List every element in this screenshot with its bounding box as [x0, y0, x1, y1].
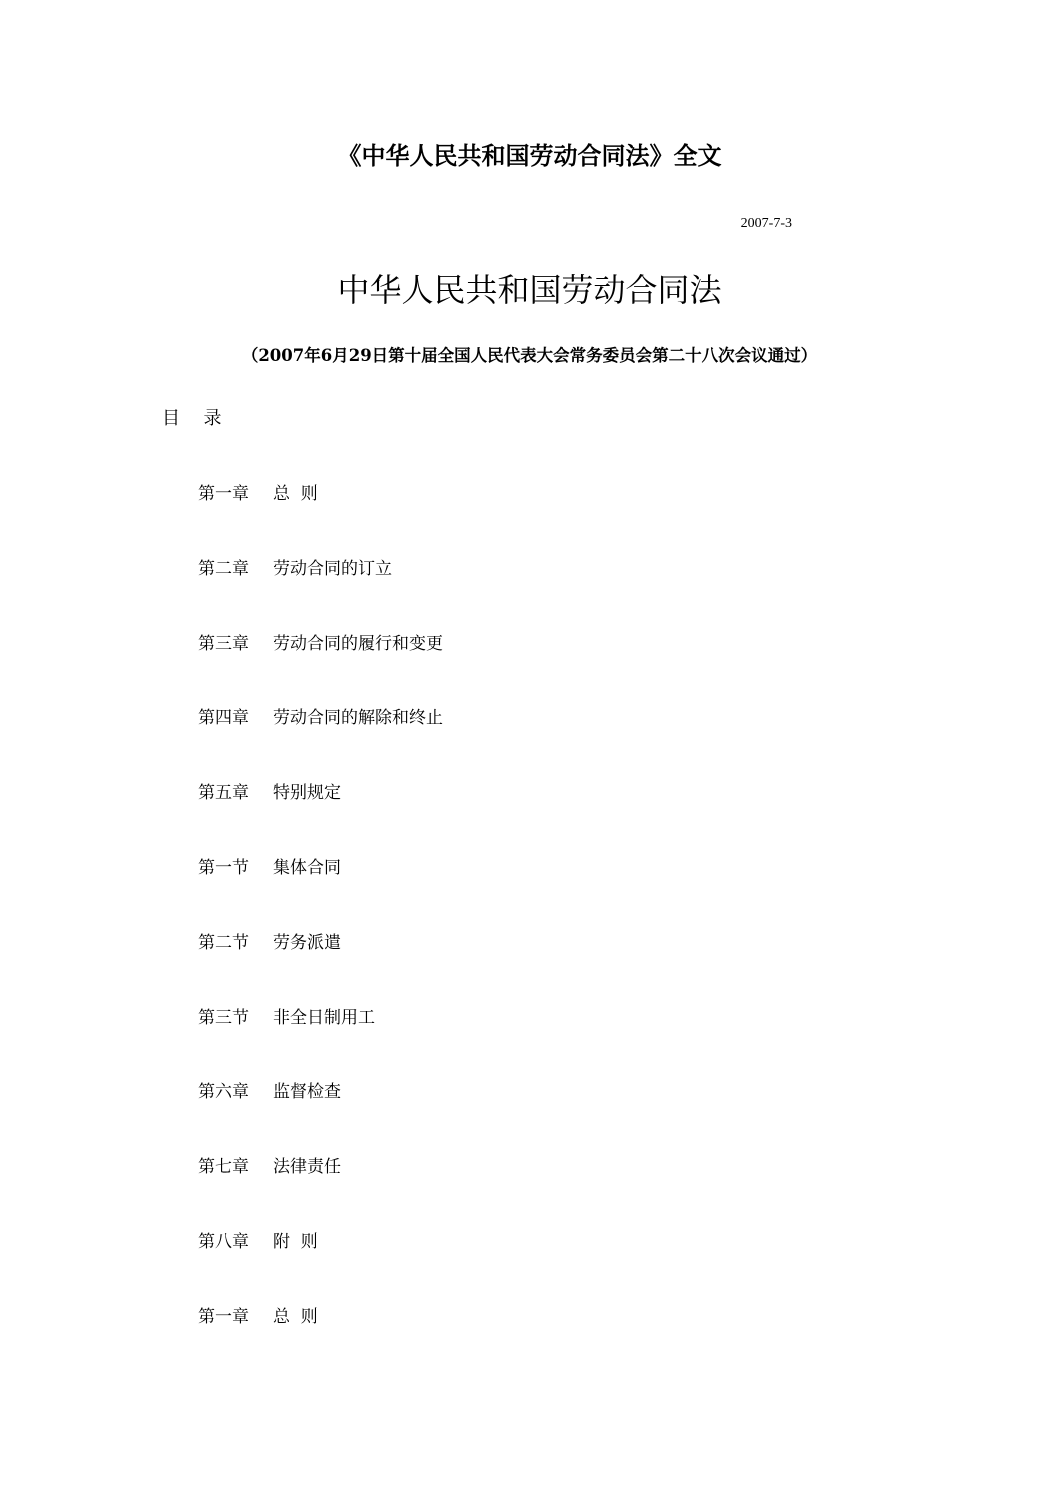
document-title: 《中华人民共和国劳动合同法》全文	[337, 141, 722, 170]
toc-item	[198, 1079, 443, 1154]
toc-item-number: 第二章	[198, 558, 249, 579]
toc-item-title: 特别规定	[273, 783, 341, 804]
toc-item	[198, 481, 443, 556]
adoption-note: （2007年6月29日第十届全国人民代表大会常务委员会第二十八次会议通过）	[241, 346, 818, 365]
toc-item-title: 劳动合同的解除和终止	[273, 708, 443, 729]
toc-item-title: 集体合同	[273, 857, 341, 878]
toc-item	[198, 1229, 443, 1304]
toc-item-title: 劳务派遣	[273, 932, 341, 953]
toc-item	[198, 556, 443, 631]
toc-item	[198, 1304, 443, 1379]
toc-heading: 目 录	[162, 408, 226, 429]
toc-item-number: 第三节	[198, 1007, 249, 1028]
toc-item-number: 第一章	[198, 484, 249, 504]
publish-date: 2007-7-3	[740, 216, 792, 231]
toc-item	[198, 855, 443, 930]
toc-item-number: 第二节	[198, 932, 249, 953]
toc-item-title: 监督检查	[273, 1082, 341, 1103]
toc-item	[198, 1005, 443, 1080]
toc-item	[198, 1154, 443, 1229]
toc-item-number: 第四章	[198, 708, 249, 729]
law-title: 中华人民共和国劳动合同法	[337, 271, 722, 309]
toc-item-title: 附 则	[273, 1231, 318, 1252]
toc-item-title: 总 则	[273, 1306, 318, 1327]
toc-item-title: 法律责任	[273, 1157, 341, 1178]
toc-item-title: 非全日制用工	[273, 1007, 375, 1028]
toc-item	[198, 631, 443, 706]
toc-item-number: 第一节	[198, 857, 249, 878]
toc-item-number: 第一章	[198, 1306, 249, 1327]
toc-item-number: 第八章	[198, 1231, 249, 1252]
toc-item-title: 劳动合同的订立	[273, 558, 392, 579]
table-of-contents	[198, 481, 443, 1379]
toc-item-number: 第五章	[198, 783, 249, 804]
toc-item	[198, 780, 443, 855]
toc-item-number: 第三章	[198, 633, 249, 654]
toc-item-title: 总 则	[273, 484, 318, 504]
toc-item	[198, 705, 443, 780]
toc-item	[198, 930, 443, 1005]
toc-item-number: 第六章	[198, 1082, 249, 1103]
toc-item-title: 劳动合同的履行和变更	[273, 633, 443, 654]
toc-item-number: 第七章	[198, 1157, 249, 1178]
